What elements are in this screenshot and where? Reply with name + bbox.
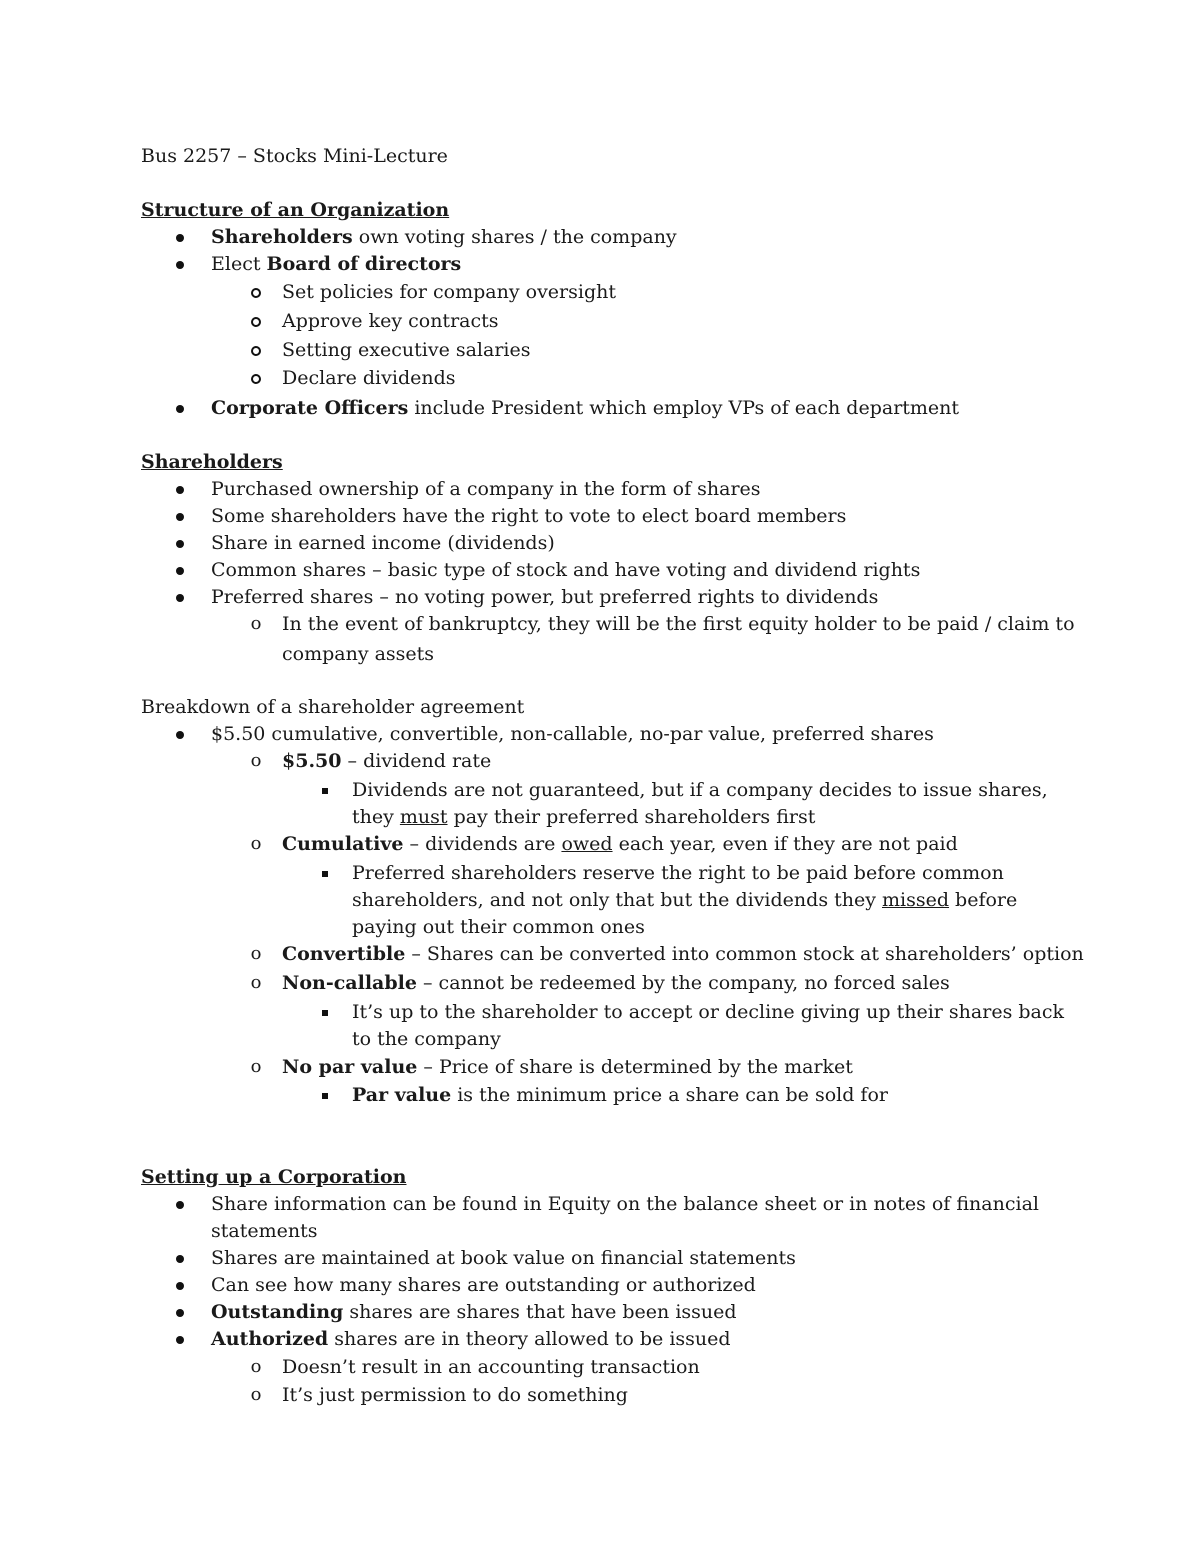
list-item: Some shareholders have the right to vote to elect board members <box>211 505 847 527</box>
section-heading: Shareholders <box>141 451 283 473</box>
bullet-icon <box>168 225 192 249</box>
list-item: In the event of bankruptcy, they will be the first equity holder to be paid / claim to <box>282 613 1075 635</box>
o-bullet-icon: o <box>250 972 262 993</box>
o-bullet-icon: o <box>250 1356 262 1377</box>
list-item: Outstanding shares are shares that have been issued <box>211 1301 737 1323</box>
list-item-continuation: statements <box>211 1220 318 1242</box>
list-item: Approve key contracts <box>282 310 499 332</box>
list-item-continuation: they must pay their preferred shareholders first <box>352 806 816 828</box>
list-item: Purchased ownership of a company in the form of shares <box>211 478 761 500</box>
list-item: Convertible – Shares can be converted into common stock at shareholders’ option <box>282 943 1084 965</box>
bullet-icon <box>168 1273 192 1297</box>
circle-bullet-icon <box>244 366 268 390</box>
list-item: Share in earned income (dividends) <box>211 532 555 554</box>
bullet-icon <box>168 531 192 555</box>
list-item: Setting executive salaries <box>282 339 531 361</box>
list-item: $5.50 cumulative, convertible, non-callable, no-par value, preferred shares <box>211 723 934 745</box>
section-heading: Structure of an Organization <box>141 199 450 221</box>
list-item-continuation: to the company <box>352 1028 501 1050</box>
square-bullet-icon <box>313 1000 337 1024</box>
list-item: No par value – Price of share is determined by the market <box>282 1056 853 1078</box>
bullet-icon <box>168 1246 192 1270</box>
list-item: Declare dividends <box>282 367 456 389</box>
list-item: Common shares – basic type of stock and have voting and dividend rights <box>211 559 921 581</box>
bullet-icon <box>168 558 192 582</box>
list-item: Preferred shareholders reserve the right to be paid before common <box>352 862 1004 884</box>
list-item: Par value is the minimum price a share can be sold for <box>352 1084 888 1106</box>
bullet-icon <box>168 504 192 528</box>
list-item: Corporate Officers include President which employ VPs of each department <box>211 397 960 419</box>
o-bullet-icon: o <box>250 750 262 771</box>
section-heading: Setting up a Corporation <box>141 1166 407 1188</box>
o-bullet-icon: o <box>250 1384 262 1405</box>
document-title: Bus 2257 – Stocks Mini-Lecture <box>141 145 448 167</box>
list-item: Doesn’t result in an accounting transaction <box>282 1356 700 1378</box>
list-item: Set policies for company oversight <box>282 281 616 303</box>
square-bullet-icon <box>313 778 337 802</box>
o-bullet-icon: o <box>250 613 262 634</box>
bullet-icon <box>168 585 192 609</box>
list-item: Cumulative – dividends are owed each year, even if they are not paid <box>282 833 958 855</box>
list-item: It’s up to the shareholder to accept or decline giving up their shares back <box>352 1001 1065 1023</box>
list-item: Share information can be found in Equity on the balance sheet or in notes of financial <box>211 1193 1039 1215</box>
square-bullet-icon <box>313 861 337 885</box>
o-bullet-icon: o <box>250 833 262 854</box>
list-item-continuation: paying out their common ones <box>352 916 645 938</box>
list-item: $5.50 – dividend rate <box>282 750 492 772</box>
section-heading: Breakdown of a shareholder agreement <box>141 696 525 718</box>
bullet-icon <box>168 396 192 420</box>
list-item: Shareholders own voting shares / the company <box>211 226 677 248</box>
list-item: Preferred shares – no voting power, but preferred rights to dividends <box>211 586 879 608</box>
bullet-icon <box>168 477 192 501</box>
list-item: Authorized shares are in theory allowed to be issued <box>211 1328 731 1350</box>
circle-bullet-icon <box>244 280 268 304</box>
list-item: Non-callable – cannot be redeemed by the company, no forced sales <box>282 972 950 994</box>
bullet-icon <box>168 1327 192 1351</box>
bullet-icon <box>168 1300 192 1324</box>
list-item: Shares are maintained at book value on financial statements <box>211 1247 796 1269</box>
o-bullet-icon: o <box>250 943 262 964</box>
circle-bullet-icon <box>244 309 268 333</box>
bullet-icon <box>168 1192 192 1216</box>
bullet-icon <box>168 252 192 276</box>
list-item: Elect Board of directors <box>211 253 462 275</box>
list-item-continuation: shareholders, and not only that but the dividends they missed before <box>352 889 1018 911</box>
circle-bullet-icon <box>244 338 268 362</box>
bullet-icon <box>168 722 192 746</box>
list-item: Can see how many shares are outstanding or authorized <box>211 1274 756 1296</box>
list-item-continuation: company assets <box>282 643 435 665</box>
list-item: Dividends are not guaranteed, but if a company decides to issue shares, <box>352 779 1048 801</box>
o-bullet-icon: o <box>250 1056 262 1077</box>
list-item: It’s just permission to do something <box>282 1384 628 1406</box>
square-bullet-icon <box>313 1083 337 1107</box>
